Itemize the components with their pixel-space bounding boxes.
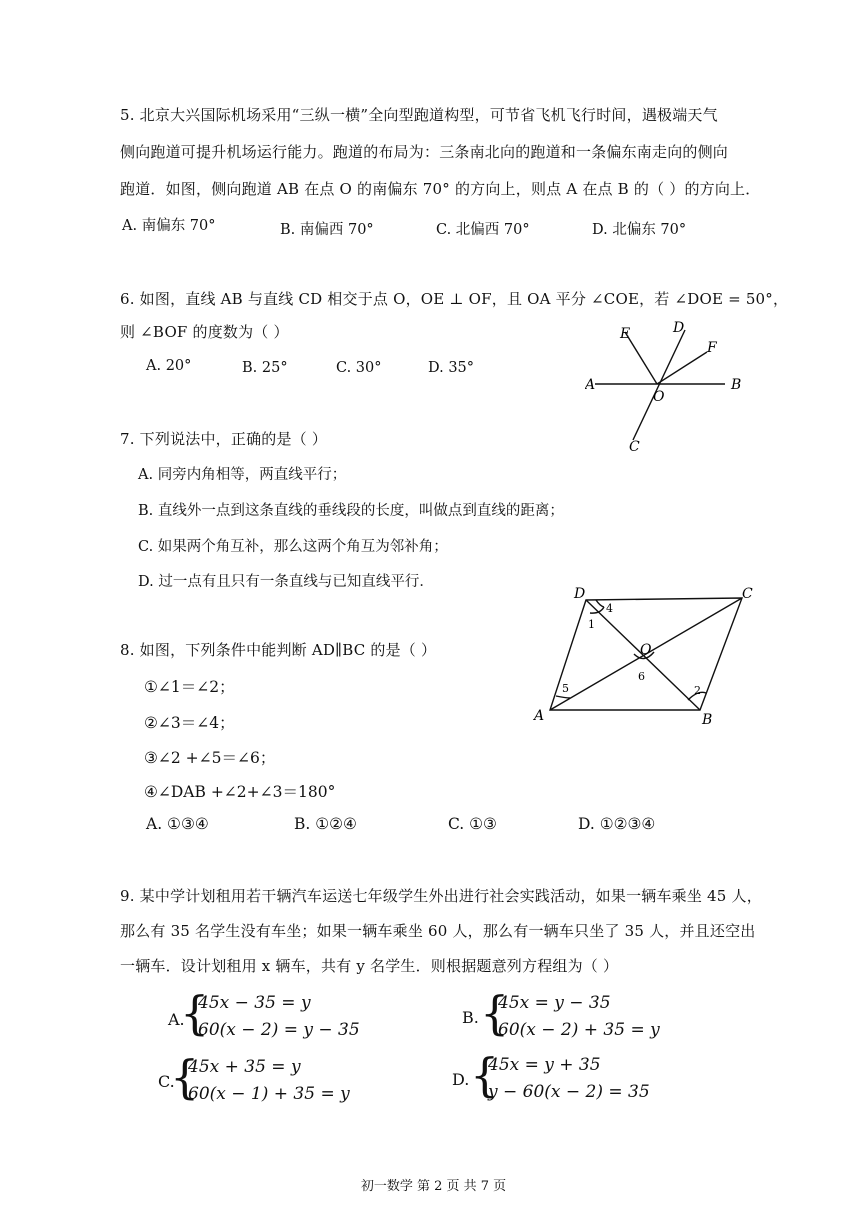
label-f: F <box>707 340 717 356</box>
angle-label-1: 1 <box>588 618 595 631</box>
angle-label-6: 6 <box>638 670 645 683</box>
q8-condition-4: ④∠DAB +∠2+∠3＝180° <box>144 783 336 801</box>
q9-line-1: 9. 某中学计划租用若干辆汽车运送七年级学生外出进行社会实践活动，如果一辆车乘坐 45 人， <box>120 887 762 905</box>
q7-option-c: C. 如果两个角互补，那么这两个角互为邻补角； <box>138 539 448 555</box>
q5-option-a: A. 南偏东 70° <box>122 218 216 234</box>
q6-option-a: A. 20° <box>146 358 192 374</box>
label-c: C <box>629 439 640 455</box>
q9-option-d-brace: { <box>470 1048 500 1102</box>
q6-option-b: B. 25° <box>242 360 288 376</box>
label-o: O <box>653 389 665 405</box>
angle-label-5: 5 <box>562 682 569 695</box>
q6-line-2: 则 ∠BOF 的度数为（ ） <box>120 323 289 341</box>
q5-line-2: 侧向跑道可提升机场运行能力。跑道的布局为：三条南北向的跑道和一条偏东南走向的侧向 <box>120 143 729 161</box>
ray-of <box>657 352 707 384</box>
q9-option-a-label: A. <box>168 1010 185 1029</box>
q9-option-a-eq1: 45x − 35 = y <box>198 993 311 1013</box>
line-cd <box>633 330 685 440</box>
page-footer: 初一数学 第 2 页 共 7 页 <box>360 1179 507 1194</box>
q7-option-b: B. 直线外一点到这条直线的垂线段的长度，叫做点到直线的距离； <box>138 503 564 519</box>
angle-label-2: 2 <box>694 684 701 697</box>
angle-arc-5 <box>556 696 570 698</box>
q9-option-b-eq1: 45x = y − 35 <box>498 993 611 1013</box>
q9-line-3: 一辆车．设计划租用 x 辆车，共有 y 名学生．则根据题意列方程组为（ ） <box>120 957 619 975</box>
q8-condition-3: ③∠2 +∠5＝∠6； <box>144 749 276 767</box>
angle-arc-4 <box>596 600 604 607</box>
label-o: O <box>640 642 652 658</box>
label-b: B <box>702 712 713 728</box>
label-a: A <box>534 708 545 724</box>
q9-line-2: 那么有 35 名学生没有车坐；如果一辆车乘坐 60 人，那么有一辆车只坐了 35 人，并且还空出 <box>120 922 756 940</box>
q5-option-b: B. 南偏西 70° <box>280 222 374 238</box>
label-d: D <box>673 320 685 336</box>
q9-option-a-brace: { <box>180 986 210 1040</box>
q9-option-d-eq2: y − 60(x − 2) = 35 <box>488 1082 650 1102</box>
q9-option-c-eq2: 60(x − 1) + 35 = y <box>188 1084 350 1104</box>
q9-option-c-eq1: 45x + 35 = y <box>188 1057 301 1077</box>
q9-option-b-label: B. <box>462 1008 479 1027</box>
q8-figure <box>528 580 768 732</box>
q6-figure <box>585 312 755 462</box>
q9-option-c-brace: { <box>170 1050 200 1104</box>
q8-option-b: B. ①②④ <box>294 815 357 833</box>
label-d: D <box>574 586 586 602</box>
q9-option-b-eq2: 60(x − 2) + 35 = y <box>498 1020 660 1040</box>
q9-option-d-eq1: 45x = y + 35 <box>488 1055 601 1075</box>
q9-option-d-label: D. <box>452 1070 470 1089</box>
label-a: A <box>585 377 596 393</box>
label-e: E <box>620 326 631 342</box>
q8-condition-2: ②∠3＝∠4； <box>144 714 235 732</box>
label-c: C <box>742 586 753 602</box>
q6-option-d: D. 35° <box>428 360 475 376</box>
q8-condition-1: ①∠1＝∠2； <box>144 678 235 696</box>
q8-option-a: A. ①③④ <box>146 815 209 833</box>
q7-stem: 7. 下列说法中，正确的是（ ） <box>120 430 328 448</box>
q7-option-d: D. 过一点有且只有一条直线与已知直线平行． <box>138 574 434 590</box>
angle-label-4: 4 <box>606 602 613 615</box>
q5-line-1: 5. 北京大兴国际机场采用“三纵一横”全向型跑道构型，可节省飞机飞行时间，遇极端天气 <box>120 106 718 124</box>
q5-option-d: D. 北偏东 70° <box>592 222 687 238</box>
q6-option-c: C. 30° <box>336 360 382 376</box>
q9-option-c-label: C. <box>158 1072 175 1091</box>
q5-option-c: C. 北偏西 70° <box>436 222 530 238</box>
q7-option-a: A. 同旁内角相等，两直线平行； <box>138 467 347 483</box>
q5-line-3: 跑道．如图，侧向跑道 AB 在点 O 的南偏东 70° 的方向上，则点 A 在点 B 的（ ）的方向上． <box>120 180 761 198</box>
label-b: B <box>731 377 742 393</box>
q6-line-1: 6. 如图，直线 AB 与直线 CD 相交于点 O，OE ⊥ OF，且 OA 平分 ∠COE，若 ∠DOE = 50°， <box>120 290 789 308</box>
q9-option-b-brace: { <box>480 986 510 1040</box>
q8-stem: 8. 如图，下列条件中能判断 AD∥BC 的是（ ） <box>120 641 437 659</box>
q8-option-c: C. ①③ <box>448 815 497 833</box>
q8-option-d: D. ①②③④ <box>578 815 656 833</box>
q9-option-a-eq2: 60(x − 2) = y − 35 <box>198 1020 360 1040</box>
